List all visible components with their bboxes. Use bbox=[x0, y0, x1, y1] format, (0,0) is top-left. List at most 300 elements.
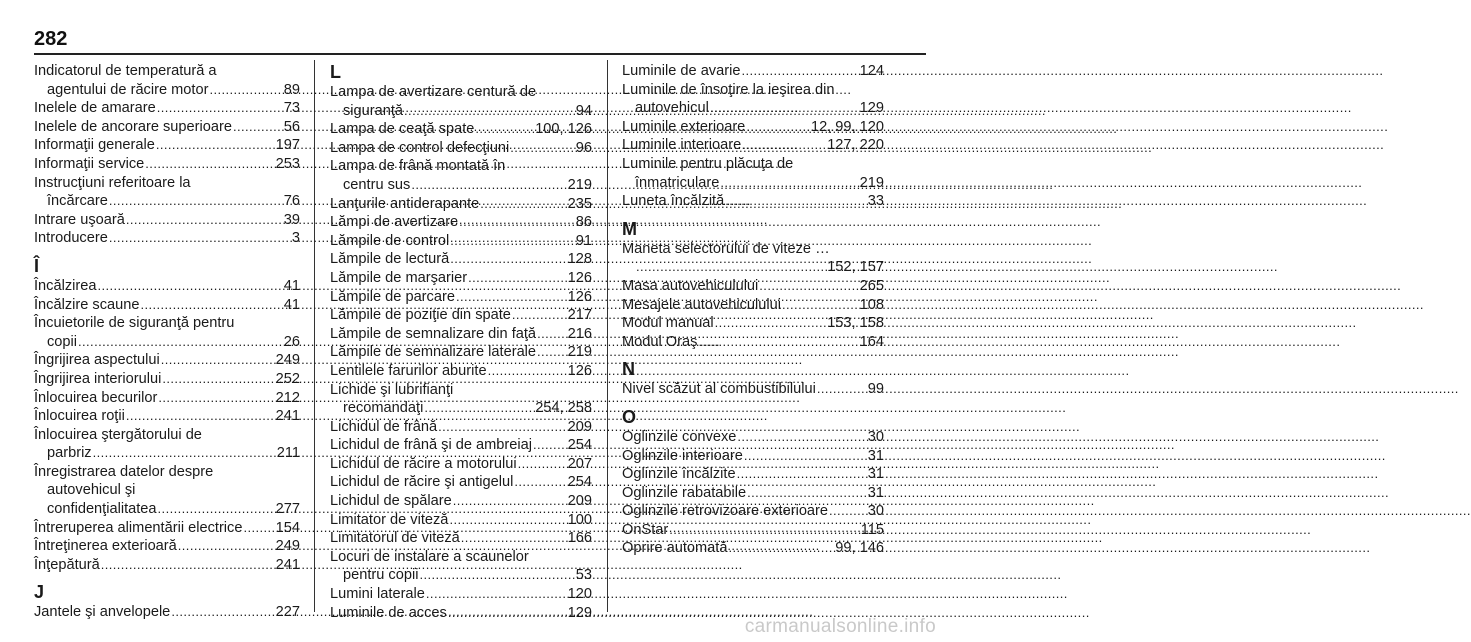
page-reference[interactable]: 41 bbox=[283, 277, 300, 294]
index-entry[interactable] bbox=[34, 211, 300, 230]
entry-term: Introducere bbox=[34, 230, 108, 247]
entry-term: Luminile exterioare bbox=[622, 118, 746, 135]
entry-line bbox=[622, 62, 884, 81]
page-reference[interactable]: 91 bbox=[575, 232, 592, 249]
entry-term: Luminile de acces bbox=[330, 604, 447, 621]
dot-leader bbox=[468, 269, 567, 288]
page-reference[interactable]: 76 bbox=[283, 193, 300, 210]
entry-line bbox=[622, 447, 884, 466]
page-reference[interactable]: 33 bbox=[867, 193, 884, 210]
entry-term: înmatriculare bbox=[635, 174, 720, 191]
entry-term: Lanţurile antiderapante bbox=[330, 195, 480, 212]
dot-leader bbox=[109, 192, 283, 211]
page-reference[interactable]: 124 bbox=[859, 63, 884, 79]
page-reference[interactable]: 108 bbox=[859, 296, 884, 313]
entry-term: Masa autovehiculului bbox=[622, 277, 759, 294]
entry-term: Lichide şi lubrifianţi bbox=[330, 381, 454, 398]
index-entry[interactable] bbox=[330, 473, 592, 492]
page-reference[interactable]: 209 bbox=[567, 493, 592, 510]
index-entry[interactable] bbox=[330, 362, 592, 381]
index-entry[interactable] bbox=[34, 370, 300, 389]
index-entry[interactable] bbox=[330, 157, 592, 194]
page-reference[interactable]: 152, 157 bbox=[827, 259, 884, 276]
dot-leader bbox=[782, 296, 859, 315]
entry-term: Lămpile de semnalizare din faţă bbox=[330, 325, 537, 342]
page-reference[interactable]: 254, 258 bbox=[535, 400, 592, 417]
index-entry[interactable] bbox=[34, 519, 300, 538]
entry-line bbox=[34, 500, 300, 519]
entry-term: Oglinzile retrovizoare exterioare bbox=[622, 503, 829, 520]
entry-term: Luminile pentru plăcuţa de bbox=[622, 155, 794, 172]
dot-leader bbox=[448, 604, 567, 623]
page-reference[interactable]: 219 bbox=[567, 176, 592, 193]
entry-line bbox=[330, 566, 592, 585]
index-entry[interactable] bbox=[622, 380, 884, 399]
entry-line bbox=[34, 174, 300, 193]
entry-line bbox=[622, 81, 884, 100]
entry-line bbox=[330, 102, 592, 121]
entry-term: Îngrijirea interiorului bbox=[34, 370, 162, 387]
dot-leader bbox=[669, 521, 860, 540]
dot-leader bbox=[97, 277, 282, 296]
entry-line bbox=[34, 99, 300, 118]
index-entry[interactable] bbox=[34, 537, 300, 556]
page-reference[interactable]: 100 bbox=[567, 511, 592, 528]
index-entry[interactable] bbox=[622, 136, 884, 155]
index-entry[interactable] bbox=[622, 192, 884, 211]
entry-term: pentru copii bbox=[343, 567, 419, 584]
entry-term: Nivel scăzut al combustibilului bbox=[622, 381, 816, 398]
index-entry[interactable] bbox=[34, 314, 300, 351]
page-reference[interactable]: 197 bbox=[275, 137, 300, 154]
page-reference[interactable]: 26 bbox=[283, 333, 300, 350]
page-reference[interactable]: 219 bbox=[567, 344, 592, 361]
entry-term: Limitatorul de viteză bbox=[330, 530, 460, 547]
entry-term: Lichidul de frână bbox=[330, 418, 438, 435]
entry-line bbox=[34, 155, 300, 174]
entry-term: Lampa de ceaţă spate bbox=[330, 121, 475, 138]
index-entry[interactable] bbox=[330, 232, 592, 251]
index-entry[interactable] bbox=[622, 465, 884, 484]
section-letter: M bbox=[622, 218, 637, 239]
index-entry[interactable] bbox=[34, 463, 300, 519]
index-entry[interactable] bbox=[330, 269, 592, 288]
entry-line bbox=[622, 296, 884, 315]
page-reference[interactable]: 129 bbox=[567, 604, 592, 621]
dot-leader bbox=[537, 325, 567, 344]
index-entry[interactable] bbox=[34, 426, 300, 463]
page-reference[interactable]: 99 bbox=[867, 381, 884, 398]
index-entry[interactable] bbox=[330, 492, 592, 511]
entry-line bbox=[330, 436, 592, 455]
entry-term: Intrare uşoară bbox=[34, 211, 125, 228]
entry-term: Încuietorile de siguranţă pentru bbox=[34, 315, 235, 332]
index-entry[interactable] bbox=[34, 229, 300, 248]
index-entry[interactable] bbox=[34, 62, 300, 99]
index-entry[interactable] bbox=[330, 436, 592, 455]
entry-term: autovehicul bbox=[635, 100, 709, 117]
page-number: 282 bbox=[34, 28, 68, 50]
entry-line bbox=[330, 157, 592, 176]
index-entry[interactable] bbox=[34, 389, 300, 408]
entry-line bbox=[34, 537, 300, 556]
page-reference[interactable]: 207 bbox=[567, 455, 592, 472]
page-reference[interactable]: 96 bbox=[575, 139, 592, 156]
entry-line bbox=[34, 314, 300, 333]
dot-leader bbox=[728, 539, 834, 558]
page-reference[interactable]: 89 bbox=[283, 81, 300, 98]
entry-term: Lichidul de răcire a motorului bbox=[330, 455, 517, 472]
page-reference[interactable]: 219 bbox=[859, 174, 884, 191]
entry-term: Inelele de amarare bbox=[34, 100, 156, 117]
page-reference[interactable]: 126 bbox=[567, 288, 592, 305]
entry-line bbox=[330, 83, 592, 102]
entry-term: Oglinzile încălzite bbox=[622, 466, 736, 483]
page-reference[interactable]: 99, 146 bbox=[835, 540, 884, 557]
dot-leader bbox=[449, 511, 566, 530]
index-entry[interactable] bbox=[330, 529, 592, 548]
entry-line bbox=[330, 604, 592, 623]
page-reference[interactable]: 31 bbox=[867, 484, 884, 501]
entry-line bbox=[34, 296, 300, 315]
entry-term: Informaţii service bbox=[34, 155, 145, 172]
dot-leader bbox=[817, 380, 867, 399]
page-reference[interactable]: 128 bbox=[567, 251, 592, 268]
dot-leader bbox=[510, 139, 574, 158]
index-entry[interactable] bbox=[34, 118, 300, 137]
entry-term: Încălzire scaune bbox=[34, 296, 140, 313]
entry-term: încărcare bbox=[47, 193, 108, 210]
index-entry[interactable] bbox=[622, 539, 884, 558]
page-reference[interactable]: 277 bbox=[275, 501, 300, 518]
entry-line bbox=[622, 539, 884, 558]
dot-leader bbox=[461, 529, 567, 548]
entry-line bbox=[622, 99, 884, 118]
entry-line bbox=[330, 585, 592, 604]
dot-leader bbox=[514, 473, 566, 492]
entry-term: Lampa de frână montată în bbox=[330, 158, 506, 175]
entry-term: autovehicul şi bbox=[47, 482, 136, 499]
page-reference[interactable]: 86 bbox=[575, 214, 592, 231]
index-entry[interactable] bbox=[622, 484, 884, 503]
entry-term: Inelele de ancorare superioare bbox=[34, 118, 232, 135]
page-reference[interactable]: 73 bbox=[283, 100, 300, 117]
index-entry[interactable] bbox=[34, 136, 300, 155]
page-reference[interactable]: 154 bbox=[275, 519, 300, 536]
index-entry[interactable] bbox=[330, 511, 592, 530]
dot-leader bbox=[459, 213, 575, 232]
dot-leader bbox=[93, 444, 276, 463]
index-entry[interactable] bbox=[330, 250, 592, 269]
index-entry[interactable] bbox=[330, 604, 592, 623]
page-reference[interactable]: 41 bbox=[283, 296, 300, 313]
entry-term: Mesajele autovehiculului bbox=[622, 296, 782, 313]
page-reference[interactable]: 94 bbox=[575, 102, 592, 119]
entry-line bbox=[622, 277, 884, 296]
entry-term: Lichidul de spălare bbox=[330, 493, 452, 510]
index-entry[interactable] bbox=[330, 120, 592, 139]
entry-line bbox=[330, 120, 592, 139]
entry-line bbox=[330, 343, 592, 362]
dot-leader bbox=[759, 277, 858, 296]
index-entry[interactable] bbox=[622, 428, 884, 447]
page-reference[interactable]: 166 bbox=[567, 530, 592, 547]
index-entry[interactable] bbox=[330, 585, 592, 604]
index-entry[interactable] bbox=[330, 195, 592, 214]
dot-leader bbox=[411, 176, 566, 195]
page-reference[interactable]: 12, 99, 120 bbox=[810, 118, 884, 135]
dot-leader bbox=[101, 556, 275, 575]
entry-term: Limitator de viteză bbox=[330, 511, 449, 528]
index-entry[interactable] bbox=[330, 343, 592, 362]
dot-leader bbox=[158, 389, 274, 408]
index-entry[interactable] bbox=[34, 99, 300, 118]
index-entry[interactable] bbox=[34, 407, 300, 426]
entry-line bbox=[622, 465, 884, 484]
entry-term: siguranţă bbox=[343, 102, 404, 119]
index-entry[interactable] bbox=[330, 381, 592, 418]
entry-term: Lentilele farurilor aburite bbox=[330, 362, 487, 379]
entry-line bbox=[622, 118, 884, 137]
entry-line bbox=[622, 136, 884, 155]
index-entry[interactable] bbox=[622, 81, 884, 118]
entry-line bbox=[330, 288, 592, 307]
entry-term: Instrucţiuni referitoare la bbox=[34, 174, 191, 191]
page-reference[interactable]: 30 bbox=[867, 428, 884, 445]
entry-line bbox=[34, 277, 300, 296]
entry-term: Lampa de control defecţiuni bbox=[330, 139, 510, 156]
page-reference[interactable]: 254 bbox=[567, 437, 592, 454]
entry-line bbox=[330, 139, 592, 158]
dot-leader bbox=[109, 229, 291, 248]
entry-term: agentului de răcire motor bbox=[47, 81, 209, 98]
index-entry[interactable] bbox=[622, 62, 884, 81]
page-reference[interactable]: 120 bbox=[567, 586, 592, 603]
dot-leader bbox=[419, 566, 574, 585]
dot-leader bbox=[710, 99, 859, 118]
dot-leader bbox=[720, 174, 858, 193]
page-reference[interactable]: 39 bbox=[283, 211, 300, 228]
dot-leader bbox=[171, 603, 274, 622]
dot-leader bbox=[742, 136, 826, 155]
dot-leader bbox=[747, 484, 867, 503]
page-reference[interactable]: 235 bbox=[567, 195, 592, 212]
entry-term: Oprire automată bbox=[622, 540, 728, 557]
entry-term: recomandaţi bbox=[343, 400, 424, 417]
entry-line bbox=[330, 399, 592, 418]
entry-line bbox=[330, 176, 592, 195]
entry-line bbox=[622, 258, 884, 277]
page-reference[interactable]: 53 bbox=[575, 567, 592, 584]
entry-line bbox=[330, 455, 592, 474]
entry-term: Lampa de avertizare centură de bbox=[330, 84, 537, 100]
entry-term: OnStar bbox=[622, 521, 669, 538]
entry-term: Lămpile de marşarier bbox=[330, 269, 468, 286]
entry-line bbox=[622, 240, 884, 259]
entry-term: Întreţinerea exterioară bbox=[34, 538, 177, 555]
index-entry[interactable] bbox=[34, 351, 300, 370]
entry-line bbox=[330, 269, 592, 288]
page-reference[interactable]: 100, 126 bbox=[535, 121, 592, 138]
index-entry[interactable] bbox=[34, 174, 300, 211]
entry-line bbox=[330, 418, 592, 437]
entry-term: parbriz bbox=[47, 445, 92, 462]
index-entry[interactable] bbox=[330, 139, 592, 158]
dot-leader bbox=[209, 81, 282, 100]
index-entry[interactable] bbox=[330, 306, 592, 325]
section-letter: N bbox=[622, 359, 635, 380]
entry-term: Maneta selectorului de viteze … bbox=[622, 240, 830, 257]
page-reference[interactable]: 212 bbox=[275, 389, 300, 406]
index-entry[interactable] bbox=[330, 455, 592, 474]
entry-term: Modul Oraş bbox=[622, 333, 698, 350]
entry-line bbox=[622, 192, 884, 211]
page-reference[interactable]: 254 bbox=[567, 474, 592, 491]
entry-line bbox=[622, 155, 884, 174]
entry-line bbox=[34, 62, 300, 81]
dot-leader bbox=[453, 492, 567, 511]
index-entry[interactable] bbox=[34, 603, 300, 622]
page-reference[interactable]: 127, 220 bbox=[827, 137, 884, 154]
dot-leader bbox=[158, 500, 275, 519]
page-reference[interactable]: 153, 158 bbox=[827, 315, 884, 332]
index-entry[interactable] bbox=[330, 548, 592, 585]
entry-term: centru sus bbox=[343, 176, 411, 193]
index-entry[interactable] bbox=[330, 288, 592, 307]
entry-term: Oglinzile convexe bbox=[622, 428, 737, 445]
entry-term: Jantele şi anvelopele bbox=[34, 604, 171, 621]
index-entry[interactable] bbox=[34, 277, 300, 296]
entry-line bbox=[330, 511, 592, 530]
index-entry[interactable] bbox=[622, 277, 884, 296]
index-entry[interactable] bbox=[622, 447, 884, 466]
entry-line bbox=[34, 229, 300, 248]
page-reference[interactable]: 249 bbox=[275, 538, 300, 555]
index-entry[interactable] bbox=[622, 296, 884, 315]
page-reference[interactable]: 115 bbox=[860, 521, 884, 538]
entry-line bbox=[330, 195, 592, 214]
index-entry[interactable] bbox=[622, 240, 884, 277]
page-reference[interactable]: 252 bbox=[275, 370, 300, 387]
dot-leader bbox=[426, 585, 567, 604]
entry-term: copii bbox=[47, 333, 78, 350]
dot-leader bbox=[512, 306, 567, 325]
index-entry[interactable] bbox=[622, 314, 884, 333]
entry-line bbox=[34, 81, 300, 100]
entry-line bbox=[34, 389, 300, 408]
page-reference[interactable]: 31 bbox=[867, 447, 884, 464]
index-entry[interactable] bbox=[330, 325, 592, 344]
index-entry[interactable] bbox=[34, 296, 300, 315]
dot-leader bbox=[518, 455, 567, 474]
dot-leader bbox=[438, 418, 567, 437]
dot-leader bbox=[178, 537, 275, 556]
entry-term: confidenţialitatea bbox=[47, 501, 157, 518]
entry-term: Înţepătură bbox=[34, 556, 100, 573]
page-reference[interactable]: 227 bbox=[275, 604, 300, 621]
index-entry[interactable] bbox=[330, 83, 592, 120]
page-reference[interactable]: 126 bbox=[567, 269, 592, 286]
dot-leader bbox=[450, 250, 566, 269]
dot-leader bbox=[162, 370, 274, 389]
index-entry[interactable] bbox=[622, 521, 884, 540]
index-column-2 bbox=[330, 62, 592, 622]
entry-line bbox=[330, 250, 592, 269]
page-reference[interactable]: 249 bbox=[275, 352, 300, 369]
entry-term: Încălzirea bbox=[34, 277, 97, 294]
dot-leader bbox=[829, 502, 867, 521]
index-entry[interactable] bbox=[622, 502, 884, 521]
page-reference[interactable]: 56 bbox=[283, 118, 300, 135]
entry-line bbox=[34, 118, 300, 137]
watermark: carmanualsonline.info bbox=[744, 616, 936, 637]
entry-line bbox=[34, 351, 300, 370]
index-entry[interactable] bbox=[34, 556, 300, 575]
section-letter: O bbox=[622, 406, 637, 427]
page-reference[interactable]: 164 bbox=[859, 333, 884, 350]
entry-term: Luminile de avarie bbox=[622, 63, 741, 79]
index-entry[interactable] bbox=[622, 333, 884, 352]
entry-line bbox=[34, 407, 300, 426]
entry-line bbox=[622, 502, 884, 521]
entry-line bbox=[34, 463, 300, 482]
dot-leader bbox=[78, 333, 283, 352]
index-entry[interactable] bbox=[622, 155, 884, 192]
entry-line bbox=[34, 211, 300, 230]
entry-line bbox=[330, 362, 592, 381]
dot-leader bbox=[450, 232, 575, 251]
entry-line bbox=[34, 481, 300, 500]
index-entry[interactable] bbox=[330, 213, 592, 232]
dot-leader bbox=[126, 407, 275, 426]
entry-line bbox=[330, 548, 592, 567]
entry-line bbox=[622, 314, 884, 333]
page-reference[interactable]: 241 bbox=[275, 556, 300, 573]
page-reference[interactable]: 209 bbox=[567, 418, 592, 435]
page-reference[interactable]: 126 bbox=[567, 362, 592, 379]
page-reference[interactable]: 31 bbox=[867, 466, 884, 483]
index-entry[interactable] bbox=[330, 418, 592, 437]
entry-term: Indicatorul de temperatură a bbox=[34, 63, 217, 79]
dot-leader bbox=[157, 99, 283, 118]
page-reference[interactable]: 265 bbox=[859, 277, 884, 294]
entry-term: Îngrijirea aspectului bbox=[34, 352, 160, 369]
page-reference[interactable]: 216 bbox=[567, 325, 592, 342]
page-reference[interactable]: 3 bbox=[291, 230, 300, 247]
page-reference[interactable]: 217 bbox=[567, 307, 592, 324]
index-entry[interactable] bbox=[34, 155, 300, 174]
page-reference[interactable]: 241 bbox=[275, 408, 300, 425]
entry-line bbox=[34, 603, 300, 622]
entry-line bbox=[330, 306, 592, 325]
page-reference[interactable]: 30 bbox=[867, 503, 884, 520]
index-entry[interactable] bbox=[622, 118, 884, 137]
entry-line bbox=[330, 381, 592, 400]
page-reference[interactable]: 211 bbox=[276, 445, 300, 462]
entry-term: Luminile de însoţire la ieşirea din bbox=[622, 81, 835, 98]
dot-leader bbox=[746, 118, 810, 137]
entry-line bbox=[622, 333, 884, 352]
entry-line bbox=[622, 380, 884, 399]
entry-term: Luneta încălzită bbox=[622, 193, 725, 210]
entry-line bbox=[622, 521, 884, 540]
dot-leader bbox=[533, 436, 567, 455]
entry-term: Lămpile de semnalizare laterale bbox=[330, 344, 537, 361]
page-reference[interactable]: 253 bbox=[275, 155, 300, 172]
page-reference[interactable]: 129 bbox=[859, 100, 884, 117]
entry-term: Lămpile de poziţie din spate bbox=[330, 307, 511, 324]
entry-line bbox=[34, 426, 300, 445]
